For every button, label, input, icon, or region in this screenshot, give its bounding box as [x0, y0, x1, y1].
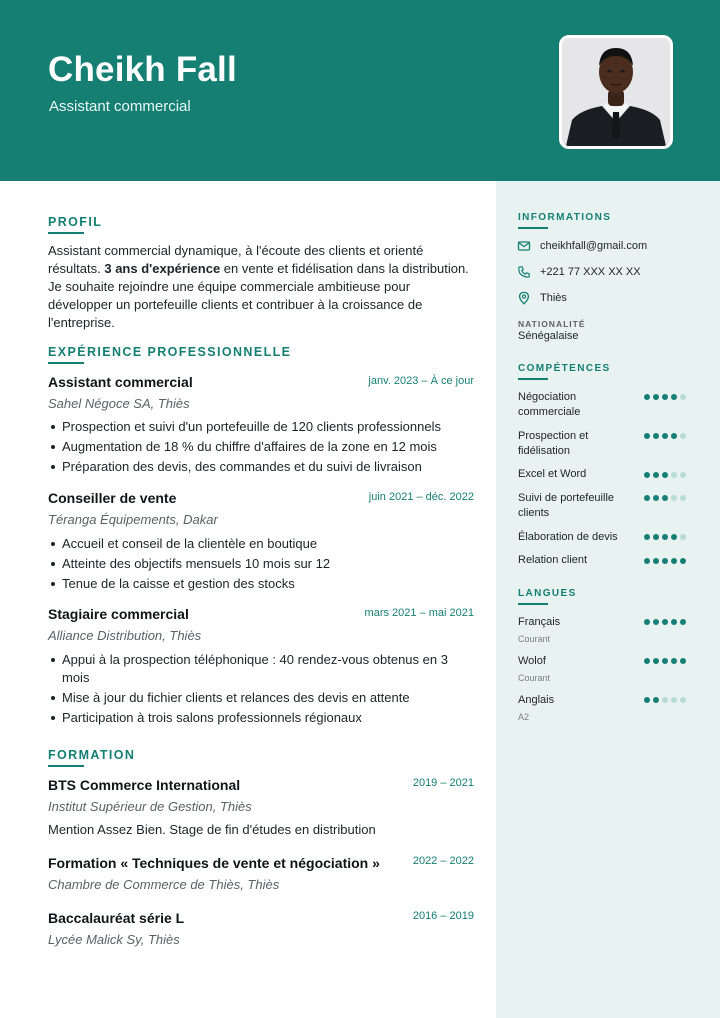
skill-name: Prospection et fidélisation [518, 430, 589, 457]
language-name: Anglais [518, 694, 555, 706]
job-employer: Sahel Négoce SA, Thiès [48, 396, 190, 411]
rating-dot-empty [680, 534, 686, 540]
list-item: Atteinte des objectifs mensuels 10 mois sur 12 [48, 555, 476, 573]
section-underline [518, 378, 548, 380]
rating-dot-filled [644, 697, 650, 703]
mail-icon [517, 239, 531, 253]
rating-dot-filled [653, 495, 659, 501]
skill-name: Négociation commerciale [518, 391, 581, 418]
rating-dot-empty [671, 697, 677, 703]
profile-highlight: 3 ans d'expérience [104, 261, 221, 276]
rating-dot-filled [653, 534, 659, 540]
skill-rating [644, 394, 686, 400]
language-name: Français [518, 616, 561, 628]
rating-dot-filled [644, 433, 650, 439]
rating-dot-filled [644, 394, 650, 400]
job-bullets [48, 418, 476, 478]
degree-title: Formation « Techniques de vente et négociation » [48, 855, 380, 871]
language-level: Courant [518, 673, 551, 683]
list-item: Appui à la prospection téléphonique : 40 rendez-vous obtenus en 3 mois [48, 651, 476, 687]
degree-dates: 2019 – 2021 [412, 777, 474, 789]
job-title: Stagiaire commercial [48, 606, 189, 622]
list-item: Accueil et conseil de la clientèle en boutique [48, 535, 476, 553]
degree-school: Institut Supérieur de Gestion, Thiès [48, 799, 252, 814]
rating-dot-filled [653, 697, 659, 703]
list-item: Participation à trois salons professionnels régionaux [48, 709, 476, 727]
profile-summary: Assistant commercial dynamique, à l'écoute des clients et orienté résultats. 3 ans d'expérience en vente et fidélisation dans la distribution. Je souhaite rejoindre une équipe commerciale ambitieuse pour développer un portefeuille clients et contribuer à la croissance de l'entreprise. [48, 243, 469, 330]
list-item: Augmentation de 18 % du chiffre d'affaires de la zone en 12 mois [48, 438, 476, 456]
section-title-profile: PROFIL [48, 215, 102, 229]
skill-name: Élaboration de devis [518, 531, 618, 543]
list-item: Prospection et suivi d'un portefeuille de 120 clients professionnels [48, 418, 476, 436]
rating-dot-filled [671, 433, 677, 439]
skill-name: Relation client [518, 554, 588, 566]
section-underline [48, 232, 84, 234]
job-dates: janv. 2023 – À ce jour [368, 375, 474, 387]
rating-dot-filled [662, 534, 668, 540]
candidate-role: Assistant commercial [49, 98, 191, 115]
rating-dot-filled [653, 658, 659, 664]
nationality-value: Sénégalaise [518, 330, 579, 342]
skill-rating [644, 558, 686, 564]
job-dates: juin 2021 – déc. 2022 [368, 491, 474, 503]
sidebar-panel [496, 181, 720, 1018]
rating-dot-filled [671, 394, 677, 400]
rating-dot-filled [644, 558, 650, 564]
location-pin-icon [517, 291, 531, 305]
degree-dates: 2016 – 2019 [412, 910, 474, 922]
nationality-label: NATIONALITÉ [518, 319, 586, 329]
skill-rating [644, 534, 686, 540]
rating-dot-filled [680, 558, 686, 564]
phone-icon [517, 265, 531, 279]
degree-note: Mention Assez Bien. Stage de fin d'études en distribution [48, 822, 376, 837]
rating-dot-filled [653, 472, 659, 478]
job-employer: Téranga Équipements, Dakar [48, 512, 218, 527]
candidate-name: Cheikh Fall [48, 50, 237, 89]
degree-title: Baccalauréat série L [48, 910, 185, 926]
language-name: Wolof [518, 655, 546, 667]
job-bullets [48, 535, 476, 595]
rating-dot-filled [671, 558, 677, 564]
job-title: Assistant commercial [48, 374, 193, 390]
list-item: Tenue de la caisse et gestion des stocks [48, 575, 476, 593]
list-item: Préparation des devis, des commandes et du suivi de livraison [48, 458, 476, 476]
list-item: Mise à jour du fichier clients et relances des devis en attente [48, 689, 476, 707]
degree-school: Chambre de Commerce de Thiès, Thiès [48, 877, 280, 892]
section-underline [518, 603, 548, 605]
rating-dot-filled [662, 619, 668, 625]
rating-dot-empty [680, 472, 686, 478]
job-bullets [48, 651, 476, 729]
phone-text: +221 77 XXX XX XX [540, 266, 641, 278]
rating-dot-empty [680, 697, 686, 703]
rating-dot-filled [644, 534, 650, 540]
language-level: Courant [518, 634, 551, 644]
rating-dot-filled [680, 658, 686, 664]
rating-dot-filled [680, 619, 686, 625]
section-underline [48, 362, 84, 364]
section-title-education: FORMATION [48, 748, 135, 762]
section-title-experience: EXPÉRIENCE PROFESSIONNELLE [48, 345, 291, 359]
rating-dot-filled [671, 534, 677, 540]
rating-dot-filled [644, 658, 650, 664]
rating-dot-empty [680, 433, 686, 439]
rating-dot-filled [662, 433, 668, 439]
section-title-skills: COMPÉTENCES [518, 363, 611, 374]
skill-rating [644, 495, 686, 501]
rating-dot-filled [662, 472, 668, 478]
rating-dot-filled [662, 558, 668, 564]
language-rating [644, 658, 686, 664]
rating-dot-filled [662, 495, 668, 501]
rating-dot-empty [680, 394, 686, 400]
rating-dot-filled [662, 658, 668, 664]
email-text: cheikhfall@gmail.com [540, 240, 648, 252]
rating-dot-empty [671, 495, 677, 501]
rating-dot-filled [653, 619, 659, 625]
degree-school: Lycée Malick Sy, Thiès [48, 932, 180, 947]
email-row [517, 238, 647, 254]
section-title-info: INFORMATIONS [518, 212, 611, 223]
job-title: Conseiller de vente [48, 490, 177, 506]
profile-photo [559, 35, 673, 149]
rating-dot-empty [671, 472, 677, 478]
job-dates: mars 2021 – mai 2021 [364, 607, 474, 619]
skill-name: Excel et Word [518, 468, 587, 480]
degree-dates: 2022 – 2022 [412, 855, 474, 867]
section-title-languages: LANGUES [518, 588, 577, 599]
rating-dot-empty [662, 697, 668, 703]
rating-dot-filled [653, 394, 659, 400]
city-text: Thiès [540, 292, 567, 304]
rating-dot-filled [644, 472, 650, 478]
skill-name: Suivi de portefeuille clients [518, 492, 615, 519]
section-underline [48, 765, 84, 767]
job-employer: Alliance Distribution, Thiès [48, 628, 202, 643]
rating-dot-filled [644, 619, 650, 625]
section-underline [518, 227, 548, 229]
phone-row [517, 264, 641, 280]
location-row [517, 290, 567, 306]
language-rating [644, 619, 686, 625]
rating-dot-filled [653, 558, 659, 564]
rating-dot-filled [644, 495, 650, 501]
language-rating [644, 697, 686, 703]
rating-dot-filled [662, 394, 668, 400]
rating-dot-empty [680, 495, 686, 501]
degree-title: BTS Commerce International [48, 777, 241, 793]
language-level: A2 [518, 712, 530, 722]
rating-dot-filled [671, 658, 677, 664]
skill-rating [644, 472, 686, 478]
skill-rating [644, 433, 686, 439]
rating-dot-filled [653, 433, 659, 439]
rating-dot-filled [671, 619, 677, 625]
